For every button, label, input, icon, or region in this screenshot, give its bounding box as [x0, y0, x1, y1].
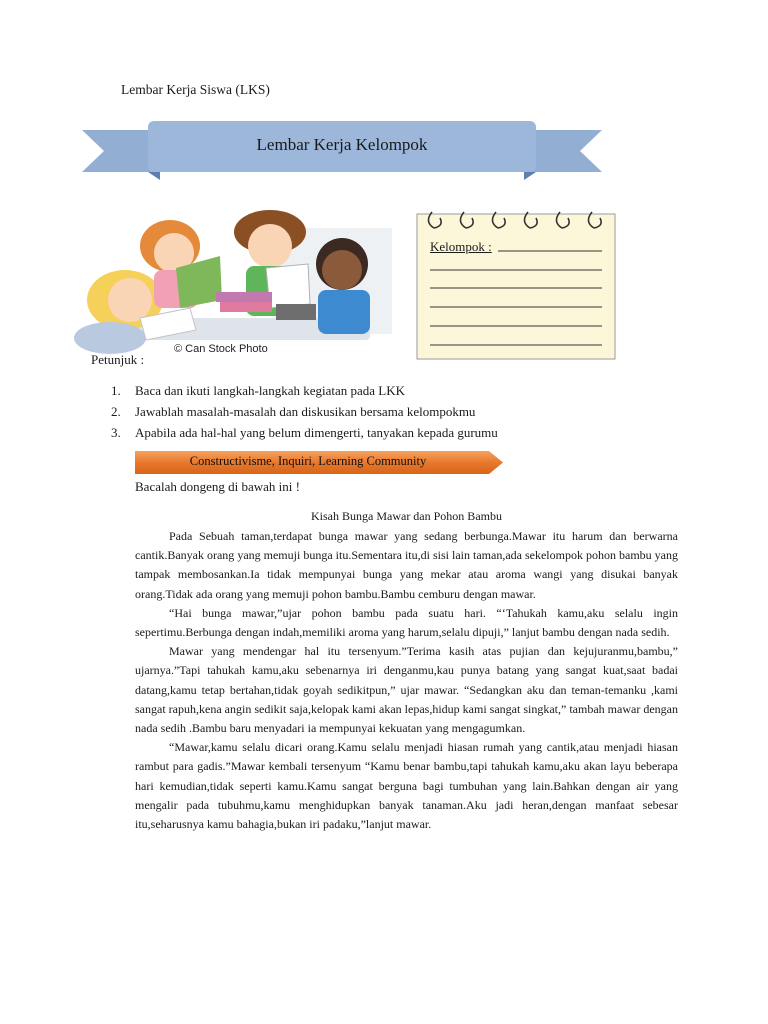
- story-paragraph: Pada Sebuah taman,terdapat bunga mawar yang sedang berbunga.Mawar itu harum dan berwarna cantik.Banyak orang yang memuji bunga itu.Sementara itu,di sisi lain taman,ada sekelompok pohon bambu yang tampak membosankan.Ia tidak mempunyai bunga yang mekar atau aroma wangi yang disukai banyak orang.Tidak ada orang yang memuji pohon bambu.Bambu cemburu dengan mawar.: [135, 529, 678, 601]
- instruction-item: 2. Jawablah masalah-masalah dan diskusikan bersama kelompokmu: [111, 404, 476, 419]
- story-paragraph: “Mawar,kamu selalu dicari orang.Kamu selalu menjadi hiasan rumah yang cantik,atau menjadi hiasan rambut para gadis.”Mawar kembali tersenyum “Kamu benar bambu,tapi tahukah kamu,aku akan layu beberapa hari kemudian,tidak seperti kamu.Kamu sangat berguna bagi tumbuhan yang lain.Bahkan dengan air yang mengalir pada tubuhmu,kamu menghidupkan banyak tanaman.Aku jadi heran,dengan manfaat sebesar itu,seharusnya kamu bahagia,bukan iri padaku,”lanjut mawar.: [135, 740, 678, 832]
- intro-text: Bacalah dongeng di bawah ini !: [135, 479, 300, 494]
- approach-label: Constructivisme, Inquiri, Learning Community: [189, 454, 427, 468]
- story-paragraph: “Hai bunga mawar,”ujar pohon bambu pada suatu hari. “‘Tahukah kamu,aku selalu ingin sepertimu.Berbunga dengan indah,memiliki aroma yang harum,selalu dipuji,” lanjut bambu dengan nada sedih.: [135, 605, 678, 640]
- instruction-item: 3. Apabila ada hal-hal yang belum dimengerti, tanyakan kepada gurumu: [111, 425, 498, 440]
- story-body: [135, 527, 678, 834]
- petunjuk-label: Petunjuk :: [91, 352, 145, 367]
- illustration-caption: © Can Stock Photo: [174, 343, 268, 355]
- header-label: Lembar Kerja Siswa (LKS): [121, 82, 270, 97]
- kelompok-label: Kelompok :: [430, 239, 492, 254]
- instruction-item: 1. Baca dan ikuti langkah-langkah kegiatan pada LKK: [111, 383, 406, 398]
- banner-title: Lembar Kerja Kelompok: [256, 135, 428, 154]
- notepad-paper: [416, 208, 616, 360]
- story-paragraph: Mawar yang mendengar hal itu tersenyum.”Terima kasih atas pujian dan kejujuranmu,bambu,” ujarnya.”Tapi tahukah kamu,aku sebenarnya iri denganmu,kau punya batang yang sangat kuat,saat badai datang,kamu tetap bertahan,tidak goyah sedikitpun,” ujar mawar. “Sedangkan aku dan teman-temanku ,kami sangat rapuh,kena angin sedikit saja,kelopak kami akan lepas,hidup kami sangat singkat,” tambah mawar dengan nada sedih .Bambu baru menyadari ia mempunyai kekuatan yang mengagumkan.: [135, 644, 678, 736]
- children-reading-illustration: [70, 208, 392, 356]
- story-title: Kisah Bunga Mawar dan Pohon Bambu: [311, 509, 502, 523]
